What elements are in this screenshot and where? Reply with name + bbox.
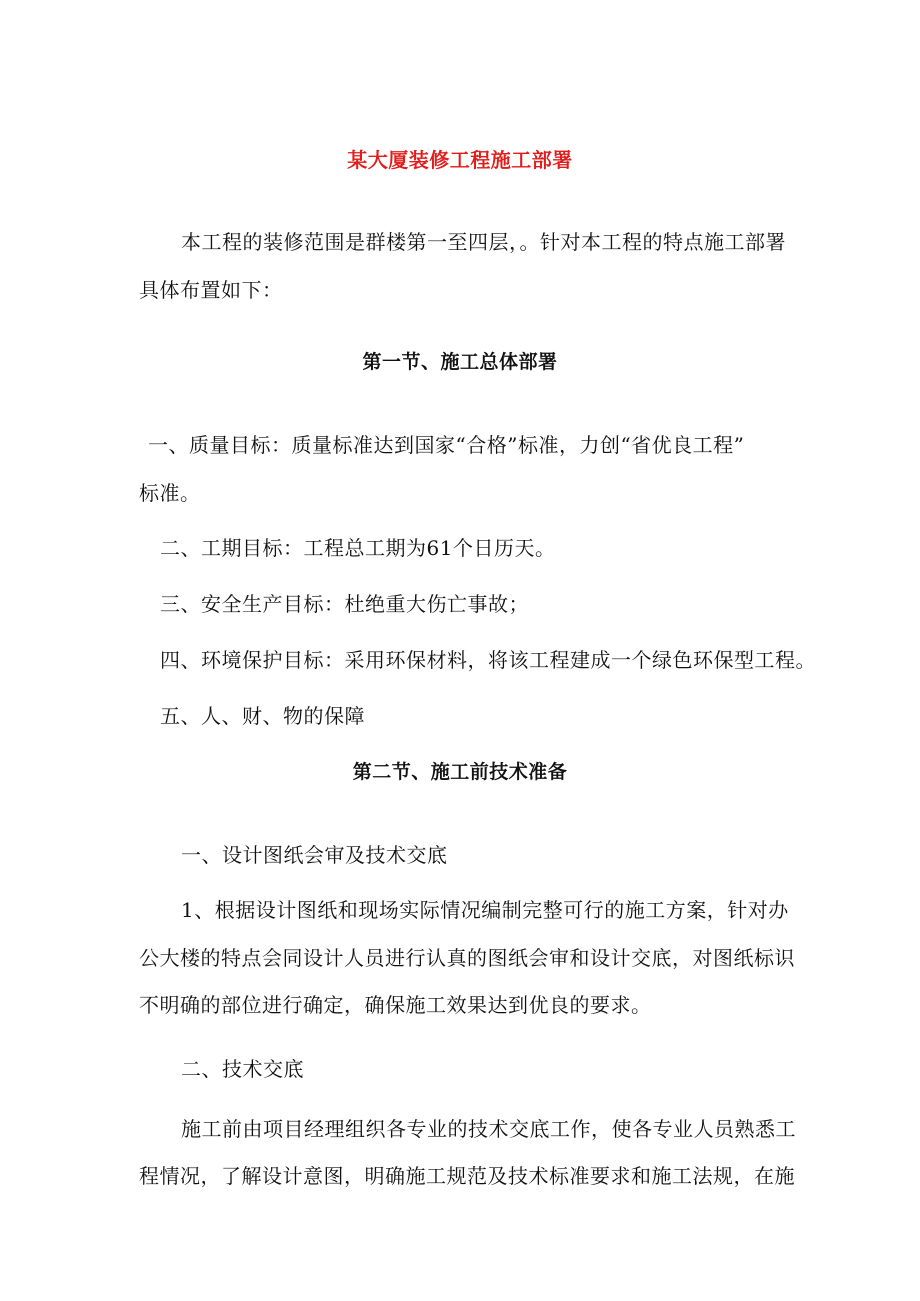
drawing-review-paragraph-line-3: 不明确的部位进行确定，确保施工效果达到优良的要求。 <box>139 993 652 1017</box>
quality-goal-line-1: 一、质量目标：质量标准达到国家“合格”标准，力创“省优良工程” <box>148 433 745 457</box>
intro-paragraph-line-2: 具体布置如下： <box>139 278 283 302</box>
drawing-review-subheading: 一、设计图纸会审及技术交底 <box>181 843 448 867</box>
quality-goal-line-2: 标准。 <box>139 481 201 505</box>
resource-guarantee: 五、人、财、物的保障 <box>160 704 365 728</box>
schedule-goal: 二、工期目标：工程总工期为61个日历天。 <box>160 536 556 560</box>
section-1-heading: 第一节、施工总体部署 <box>362 351 558 373</box>
drawing-review-paragraph-line-2: 公大楼的特点会同设计人员进行认真的图纸会审和设计交底，对图纸标识 <box>139 946 795 970</box>
technical-briefing-paragraph-line-1: 施工前由项目经理组织各专业的技术交底工作，使各专业人员熟悉工 <box>181 1117 796 1141</box>
document-title: 某大厦装修工程施工部署 <box>347 148 573 172</box>
technical-briefing-paragraph-line-2: 程情况，了解设计意图，明确施工规范及技术标准要求和施工法规，在施 <box>139 1164 795 1188</box>
drawing-review-paragraph-line-1: 1、根据设计图纸和现场实际情况编制完整可行的施工方案，针对办 <box>181 898 789 922</box>
intro-paragraph-line-1: 本工程的装修范围是群楼第一至四层，。针对本工程的特点施工部署 <box>181 230 786 254</box>
environment-goal: 四、环境保护目标：采用环保材料，将该工程建成一个绿色环保型工程。 <box>160 648 816 672</box>
safety-goal: 三、安全生产目标：杜绝重大伤亡事故； <box>160 592 529 616</box>
section-2-heading: 第二节、施工前技术准备 <box>352 761 568 783</box>
technical-briefing-subheading: 二、技术交底 <box>181 1057 304 1081</box>
